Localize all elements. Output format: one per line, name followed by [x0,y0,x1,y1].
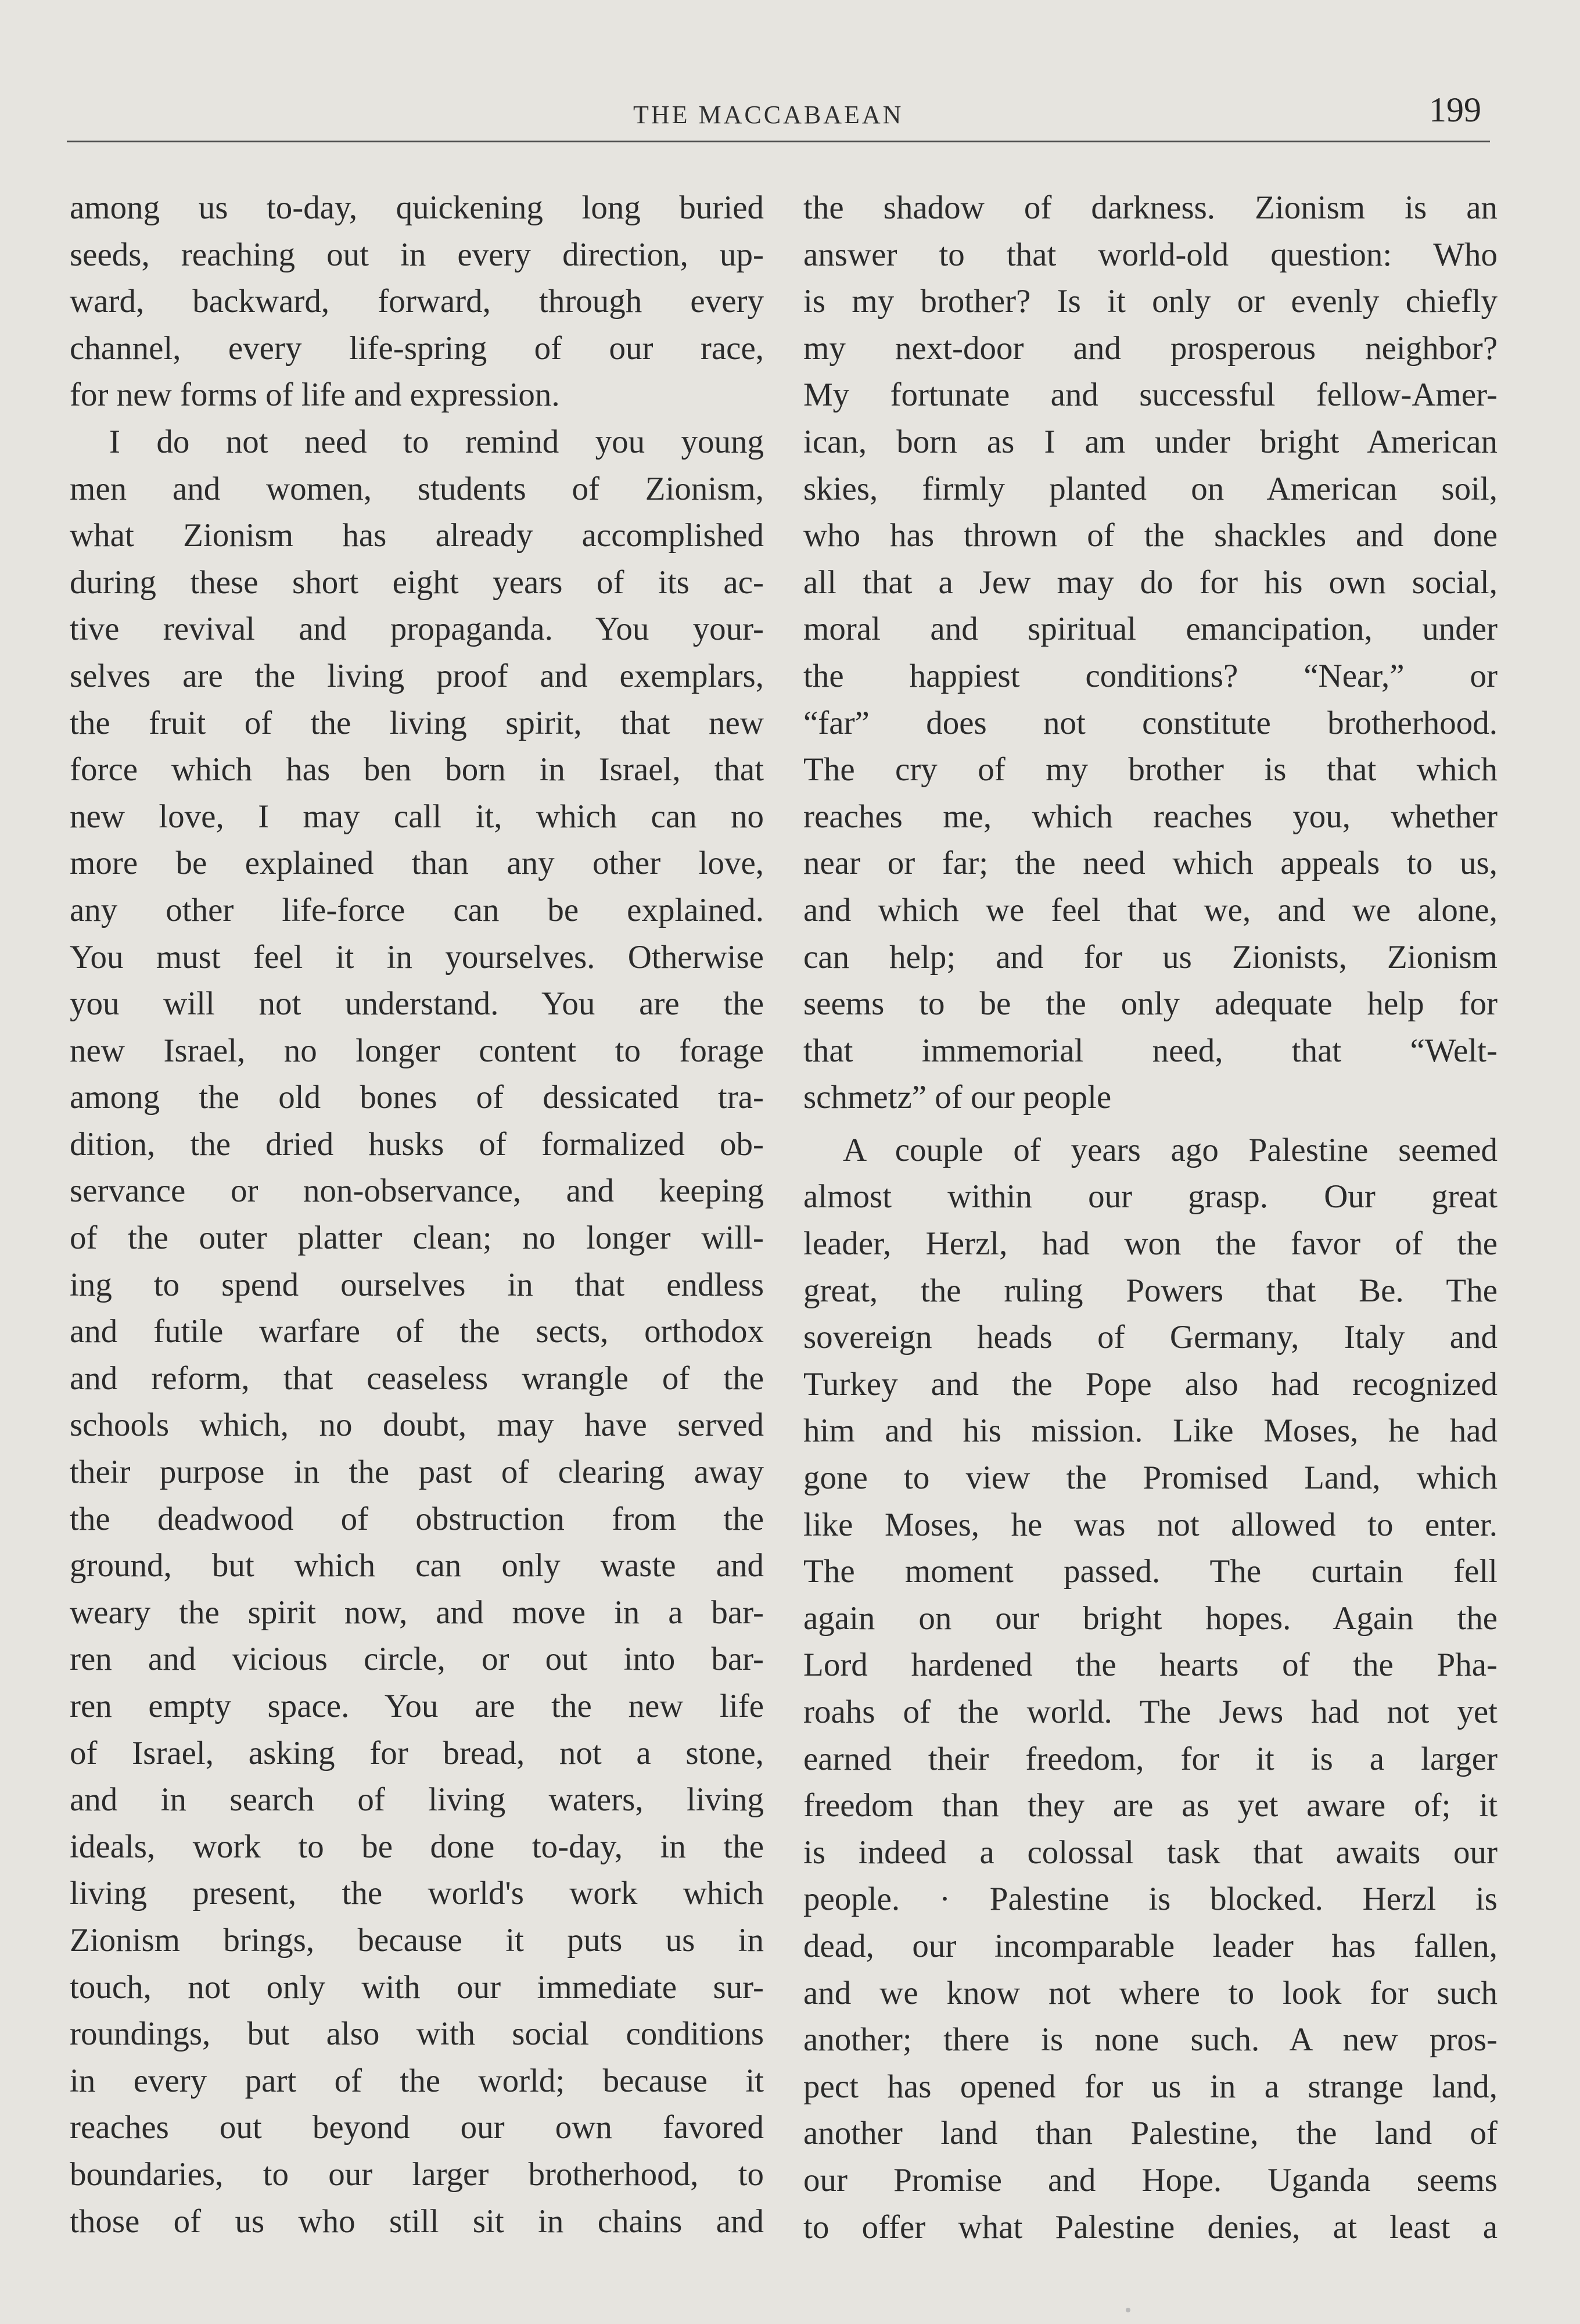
running-header-title: THE MACCABAEAN [633,101,904,129]
text-line: seeds, reaching out in every direction, up- [70,236,764,273]
text-line: sovereign heads of Germany, Italy and [803,1319,1498,1356]
text-line: near or far; the need which appeals to us, [803,845,1498,882]
text-line: living present, the world's work which [70,1875,764,1912]
header-divider [67,141,1490,142]
text-line: what Zionism has already accomplished [70,517,764,554]
text-line: the happiest conditions? “Near,” or [803,657,1498,694]
text-line: The moment passed. The curtain fell [803,1553,1498,1590]
text-line: ren empty space. You are the new life [70,1688,764,1724]
text-line: to offer what Palestine denies, at least a [803,2208,1498,2246]
text-line: seems to be the only adequate help for [803,985,1498,1023]
text-line: A couple of years ago Palestine seemed [843,1131,1498,1168]
text-line: Turkey and the Pope also had recognized [803,1365,1498,1403]
text-line: all that a Jew may do for his own social, [803,564,1498,601]
text-line: their purpose in the past of clearing away [70,1454,764,1491]
left-text-column [70,185,764,2245]
page-number: 199 [1429,91,1481,129]
text-line: in every part of the world; because it [70,2062,764,2099]
text-line: ican, born as I am under bright American [803,423,1498,460]
text-line: and reform, that ceaseless wrangle of the [70,1360,764,1397]
text-line: him and his mission. Like Moses, he had [803,1412,1498,1450]
text-line: among the old bones of dessicated tra- [70,1079,764,1116]
text-line: touch, not only with our immediate sur- [70,1968,764,2006]
text-line: roahs of the world. The Jews had not yet [803,1694,1498,1730]
text-line: schools which, no doubt, may have served [70,1407,764,1444]
text-line: the fruit of the living spirit, that new [70,704,764,741]
text-line: and futile warfare of the sects, orthodox [70,1313,764,1350]
text-line: ren and vicious circle, or out into bar- [70,1641,764,1678]
text-line: gone to view the Promised Land, which [803,1459,1498,1497]
text-line: more be explained than any other love, [70,845,764,882]
text-line: selves are the living proof and exemplars, [70,657,764,694]
text-line: “far” does not constitute brotherhood. [803,704,1498,741]
text-line: boundaries, to our larger brotherhood, to [70,2156,764,2193]
text-line: who has thrown of the shackles and done [803,517,1498,554]
paragraph-gap [803,1121,1498,1127]
text-line: reaches out beyond our own favored [70,2109,764,2146]
text-line: our Promise and Hope. Uganda seems [803,2161,1498,2199]
text-line: of Israel, asking for bread, not a stone, [70,1734,764,1771]
text-line: ward, backward, forward, through every [70,283,764,320]
text-line: schmetz” of our people [803,1079,1112,1116]
text-line: can help; and for us Zionists, Zionism [803,938,1498,975]
text-line: and we know not where to look for such [803,1974,1498,2011]
text-line: another land than Palestine, the land of [803,2115,1498,2152]
text-line: earned their freedom, for it is a larger [803,1740,1498,1777]
text-line: skies, firmly planted on American soil, [803,470,1498,507]
text-line: Lord hardened the hearts of the Pha- [803,1647,1498,1684]
text-line: reaches me, which reaches you, whether [803,798,1498,835]
text-line: You must feel it in yourselves. Otherwise [70,938,764,975]
scan-speck [1126,2308,1130,2312]
text-line: my next-door and prosperous neighbor? [803,329,1498,367]
text-line: among us to-day, quickening long buried [70,189,764,226]
text-line: that immemorial need, that “Welt- [803,1032,1498,1069]
text-line: another; there is none such. A new pros- [803,2021,1498,2058]
text-line: any other life-force can be explained. [70,891,764,928]
text-line: I do not need to remind you young [109,423,764,460]
text-line: people. · Palestine is blocked. Herzl is [803,1881,1498,1918]
text-line: ideals, work to be done to-day, in the [70,1828,764,1865]
text-line: tive revival and propaganda. You your- [70,611,764,648]
text-line: new love, I may call it, which can no [70,798,764,835]
text-line: of the outer platter clean; no longer will- [70,1220,764,1257]
text-line: great, the ruling Powers that Be. The [803,1272,1498,1309]
text-line: men and women, students of Zionism, [70,470,764,507]
text-line: dition, the dried husks of formalized ob- [70,1125,764,1163]
text-line: The cry of my brother is that which [803,751,1498,788]
text-line: channel, every life-spring of our race, [70,329,764,367]
text-line: leader, Herzl, had won the favor of the [803,1225,1498,1263]
text-line: new Israel, no longer content to forage [70,1032,764,1069]
text-line: for new forms of life and expression. [70,376,560,414]
text-line: ground, but which can only waste and [70,1547,764,1584]
text-line: is indeed a colossal task that awaits our [803,1834,1498,1871]
text-line: is my brother? Is it only or evenly chiefly [803,283,1498,320]
text-line: answer to that world-old question: Who [803,236,1498,273]
text-line: the shadow of darkness. Zionism is an [803,189,1498,226]
text-line: My fortunate and successful fellow-Amer- [803,376,1498,414]
text-line: like Moses, he was not allowed to enter. [803,1506,1498,1543]
text-line: ing to spend ourselves in that endless [70,1266,764,1303]
text-line: freedom than they are as yet aware of; it [803,1787,1498,1824]
text-line: again on our bright hopes. Again the [803,1599,1498,1637]
text-line: Zionism brings, because it puts us in [70,1921,764,1959]
text-line: and in search of living waters, living [70,1781,764,1819]
text-line: almost within our grasp. Our great [803,1178,1498,1215]
text-line: the deadwood of obstruction from the [70,1500,764,1537]
text-line: force which has ben born in Israel, that [70,751,764,788]
text-line: roundings, but also with social conditions [70,2015,764,2053]
text-line: those of us who still sit in chains and [70,2203,764,2240]
text-line: weary the spirit now, and move in a bar- [70,1594,764,1631]
right-text-column [803,185,1498,2251]
text-line: moral and spiritual emancipation, under [803,611,1498,648]
text-line: dead, our incomparable leader has fallen, [803,1927,1498,1964]
text-line: and which we feel that we, and we alone, [803,891,1498,928]
text-line: you will not understand. You are the [70,985,764,1023]
text-line: servance or non-observance, and keeping [70,1172,764,1210]
text-line: pect has opened for us in a strange land, [803,2068,1498,2105]
text-line: during these short eight years of its ac- [70,564,764,601]
